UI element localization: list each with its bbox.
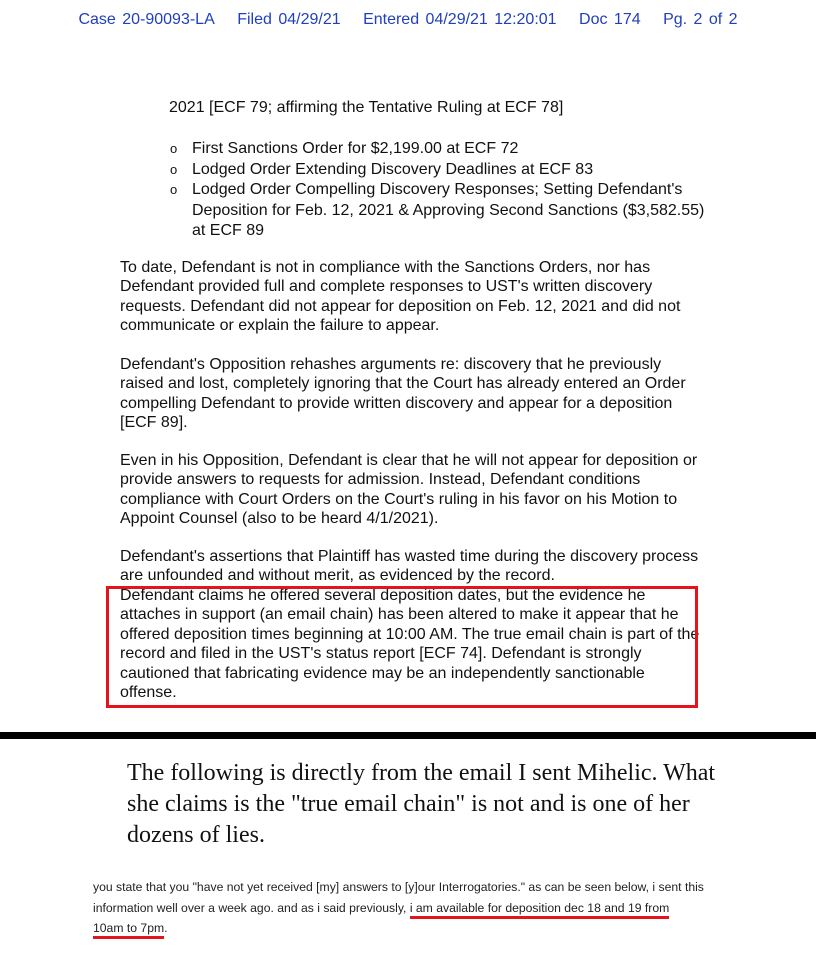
filed-date: Filed 04/29/21 bbox=[237, 11, 341, 28]
doc-number: Doc 174 bbox=[579, 11, 641, 28]
paragraph-compliance: To date, Defendant is not in compliance with the Sanctions Orders, nor has Defendant provided full and complete responses to UST's written discovery requests. Defendant did not appear for deposition on Feb. 12, 2021 and did not communicate or explain the failure to appear. bbox=[120, 259, 681, 335]
paragraph-assertions: Defendant's assertions that Plaintiff has wasted time during the discovery process are unfounded and without merit, as evidenced by the record. bbox=[120, 548, 699, 585]
list-item: o Lodged Order Compelling Discovery Responses; Setting Defendant's Deposition for Feb. 12, 2021 & Approving Second Sanctions ($3,582.55) at ECF 89 bbox=[170, 181, 705, 239]
bullet-icon: o bbox=[170, 141, 178, 156]
list-item: o Lodged Order Extending Discovery Deadlines at ECF 83 bbox=[170, 160, 710, 181]
list-item: o First Sanctions Order for $2,199.00 at ECF 72 bbox=[170, 139, 710, 160]
underlined-availability: i am available for deposition dec 18 and 19 from bbox=[410, 901, 669, 919]
continued-line: 2021 [ECF 79; affirming the Tentative Ruling at ECF 78] bbox=[169, 99, 564, 116]
section-divider bbox=[0, 732, 816, 739]
email-excerpt: you state that you "have not yet received [my] answers to [y]our Interrogatories." as can be seen below, i sent this information well over a week ago. and as i said previously, i am available for deposition dec 18 and 19 from 10am to 7pm. bbox=[93, 877, 753, 939]
order-list bbox=[170, 139, 710, 242]
page-number: Pg. 2 of 2 bbox=[663, 11, 738, 28]
paragraph-opposition: Defendant's Opposition rehashes arguments re: discovery that he previously raised and lost, completely ignoring that the Court has already entered an Order compelling Defendant to provide written discovery and appear for a deposition [ECF 89]. bbox=[120, 356, 686, 432]
bullet-icon: o bbox=[170, 161, 178, 177]
paragraph-conditions: Even in his Opposition, Defendant is clear that he will not appear for deposition or provide answers to requests for admission. Instead, Defendant conditions compliance with Court Orders on the Court's ruling in his favor on his Motion to Appoint Counsel (also to be heard 4/1/2021). bbox=[120, 452, 698, 528]
commentary-note: The following is directly from the email I sent Mihelic. What she claims is the "true email chain" is not and is one of her dozens of lies. bbox=[127, 760, 716, 848]
paragraph-highlighted: Defendant claims he offered several deposition dates, but the evidence he attaches in support (an email chain) has been altered to make it appear that he offered deposition times beginning at 10:00 AM. The true email chain is part of the record and filed in the UST's status report [ECF 74]. Defendant is strongly cautioned that fabricating evidence may be an independently sanctionable offense. bbox=[120, 587, 700, 702]
case-number: Case 20-90093-LA bbox=[78, 11, 215, 28]
bullet-icon: o bbox=[170, 182, 178, 197]
docket-header bbox=[0, 11, 816, 29]
underlined-time: 10am to 7pm bbox=[93, 921, 164, 939]
entered-date: Entered 04/29/21 12:20:01 bbox=[363, 11, 557, 28]
highlight-box bbox=[106, 586, 698, 708]
